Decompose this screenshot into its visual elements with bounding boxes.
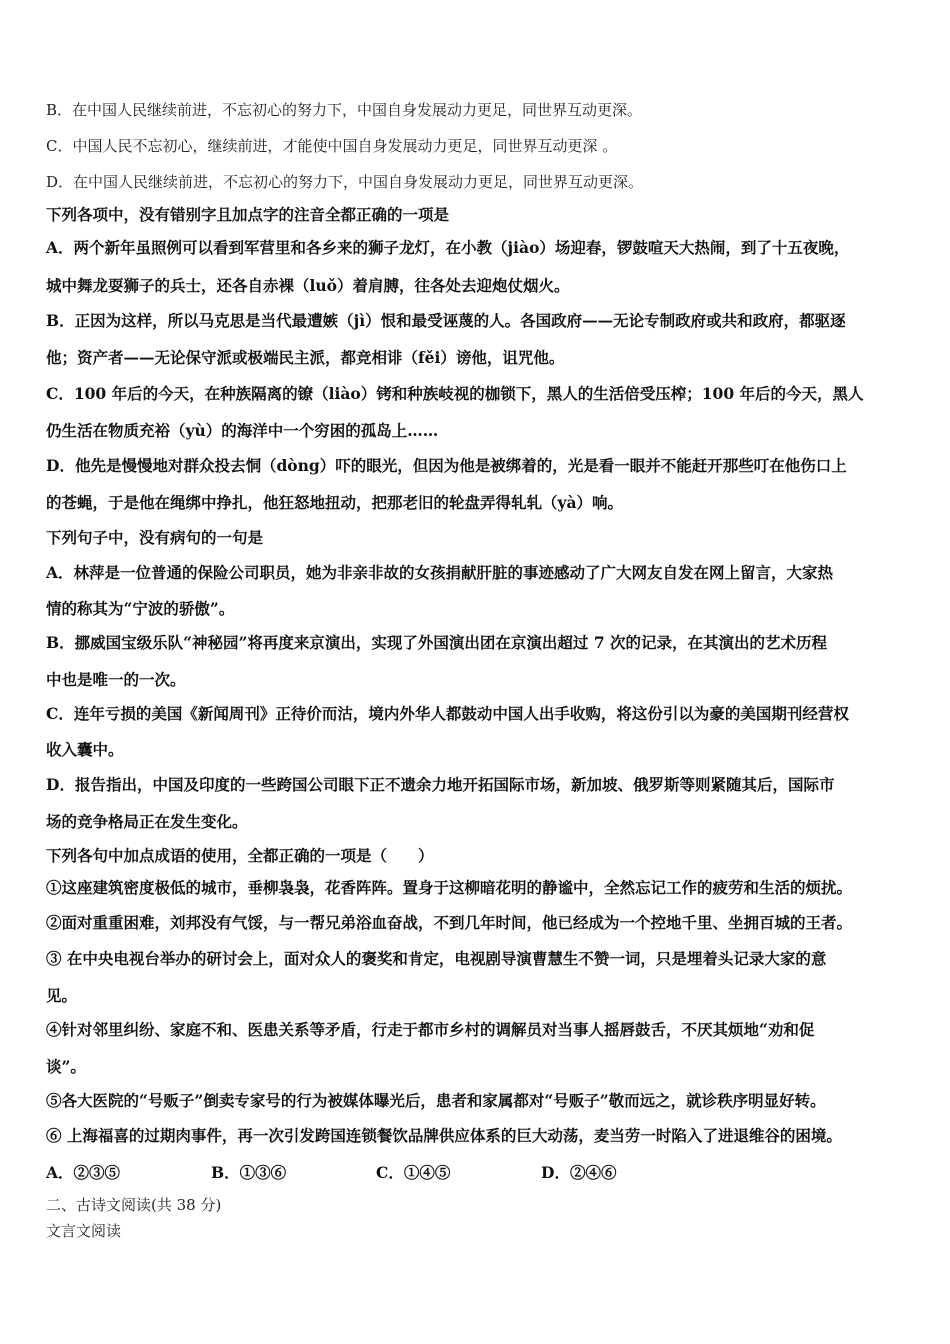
q3-option-d[interactable]: D．②④⑥: [541, 1163, 617, 1182]
q1-line: A．两个新年虽照例可以看到军营里和各乡来的狮子龙灯，在小教（jiào）场迎春，锣鼓喧天大热闹，到了十五夜晚，: [46, 238, 850, 257]
q3-line: 见。: [46, 986, 78, 1005]
q3-line: ②面对重重困难，刘邦没有气馁，与一帮兄弟浴血奋战，不到几年时间，他已经成为一个控地千里、坐拥百城的王者。: [46, 913, 853, 932]
q3-line: ①这座建筑密度极低的城市，垂柳袅袅，花香阵阵。置身于这柳暗花明的静谧中，全然忘记工作的疲劳和生活的烦扰。: [46, 878, 853, 897]
q3-stem: 下列各句中加点成语的使用，全都正确的一项是（ ）: [46, 846, 434, 865]
prev-option-c: C．中国人民不忘初心，继续前进，才能使中国自身发展动力更足，同世界互动更深 。: [46, 137, 618, 155]
q1-line: C．100 年后的今天，在种族隔离的镣（liào）铐和种族岐视的枷锁下，黑人的生活倍受压榨；100 年后的今天，黑人: [46, 384, 864, 403]
q3-line: ④针对邻里纠纷、家庭不和、医患关系等矛盾，行走于都市乡村的调解员对当事人摇唇鼓舌，不厌其烦地“劝和促: [46, 1020, 815, 1039]
q3-option-b[interactable]: B．①③⑥: [211, 1163, 287, 1182]
q2-line: A．林萍是一位普通的保险公司职员，她为非亲非故的女孩捐献肝脏的事迹感动了广大网友自发在网上留言，大家热: [46, 563, 834, 582]
q2-line: C．连年亏损的美国《新闻周刊》正待价而沽，境内外华人都鼓动中国人出手收购，将这份引以为豪的美国期刊经营权: [46, 704, 849, 723]
q1-line: B．正因为这样，所以马克思是当代最遭嫉（jì）恨和最受诬蔑的人。各国政府——无论专制政府或共和政府，都驱逐: [46, 311, 846, 330]
q3-line: ③ 在中央电视台举办的研讨会上，面对众人的褒奖和肯定，电视剧导演曹慧生不赞一词，只是埋着头记录大家的意: [46, 949, 827, 968]
q1-line: 他；资产者——无论保守派或极端民主派，都竞相诽（fěi）谤他，诅咒他。: [46, 348, 565, 367]
q3-option-a[interactable]: A．②③⑤: [46, 1163, 121, 1182]
q2-line: 收入囊中。: [46, 740, 124, 759]
q1-line: 仍生活在物质充裕（yù）的海洋中一个穷困的孤岛上……: [46, 421, 439, 440]
q2-line: D．报告指出，中国及印度的一些跨国公司眼下正不遗余力地开拓国际市场，新加坡、俄罗斯等则紧随其后，国际市: [46, 775, 835, 794]
q3-line: ⑤各大医院的“号贩子”倒卖专家号的行为被媒体曝光后，患者和家属都对“号贩子”敬而远之，就诊秩序明显好转。: [46, 1091, 826, 1110]
q3-line: 谈”。: [46, 1057, 86, 1076]
q1-stem: 下列各项中，没有错别字且加点字的注音全都正确的一项是: [46, 205, 450, 224]
q1-line: 城中舞龙耍狮子的兵士，还各自赤裸（luǒ）着肩膊，往各处去迎炮仗烟火。: [46, 276, 570, 295]
section-title: 二、古诗文阅读(共 38 分): [46, 1196, 222, 1214]
q1-line: D．他先是慢慢地对群众投去恫（dòng）吓的眼光，但因为他是被绑着的，光是看一眼并不能赶开那些叮在他伤口上: [46, 456, 847, 475]
q2-line: 情的称其为“宁波的骄傲”。: [46, 599, 235, 618]
q2-line: B．挪威国宝级乐队“神秘园”将再度来京演出，实现了外国演出团在京演出超过 7 次的记录，在其演出的艺术历程: [46, 633, 828, 652]
q2-line: 中也是唯一的一次。: [46, 670, 186, 689]
q2-stem: 下列句子中，没有病句的一句是: [46, 528, 264, 547]
section-subtitle: 文言文阅读: [46, 1222, 122, 1240]
q2-line: 场的竞争格局正在发生变化。: [46, 812, 248, 831]
q3-line: ⑥ 上海福喜的过期肉事件，再一次引发跨国连锁餐饮品牌供应体系的巨大动荡，麦当劳一时陷入了进退维谷的困境。: [46, 1126, 842, 1145]
prev-option-d: D．在中国人民继续前进，不忘初心的努力下，中国自身发展动力更足，同世界互动更深。: [46, 173, 644, 191]
q3-option-c[interactable]: C．①④⑤: [376, 1163, 451, 1182]
q1-line: 的苍蝇，于是他在绳绑中挣扎，他狂怒地扭动，把那老旧的轮盘弄得轧轧（yà）响。: [46, 493, 624, 512]
prev-option-b: B．在中国人民继续前进，不忘初心的努力下，中国自身发展动力更足，同世界互动更深。: [46, 101, 643, 119]
